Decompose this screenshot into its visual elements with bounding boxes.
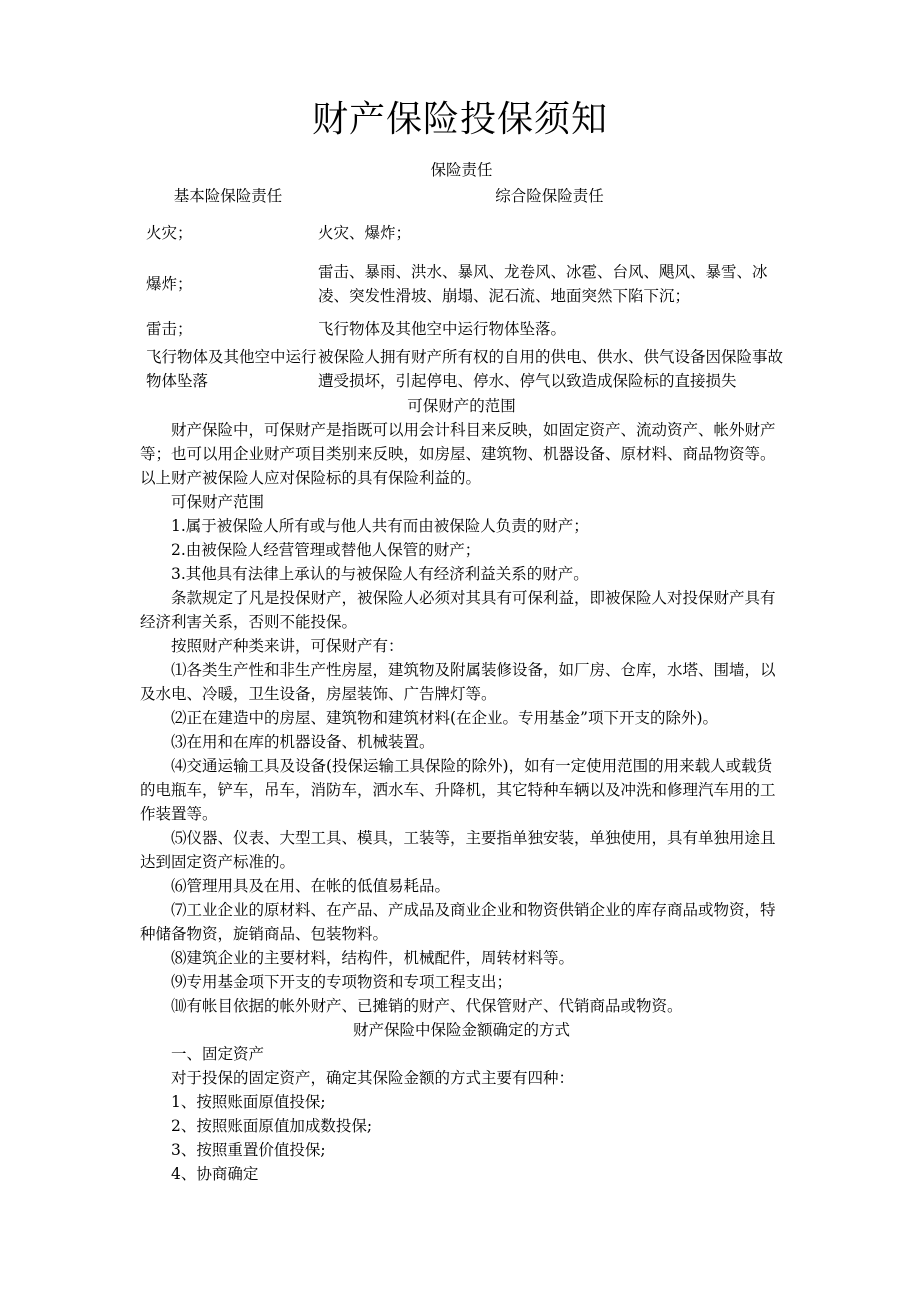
list-item: ⑸仪器、仪表、大型工具、模具，工装等，主要指单独安装，单独使用，具有单独用途且达到固定资产标准的。 xyxy=(140,829,776,871)
list-item: ⑻建筑企业的主要材料，结构件，机械配件，周转材料等。 xyxy=(171,949,575,967)
basic-cell: 爆炸； xyxy=(146,275,193,293)
table-row xyxy=(140,254,783,314)
list-item: ⑷交通运输工具及设备(投保运输工具保险的除外)，如有一定使用范围的用来载人或载货的电瓶车，铲车，吊车，消防车，洒水车、升降机，其它特种车辆以及冲洗和修理汽车用的工作装置等。 xyxy=(140,757,776,823)
paragraph: 按照财产种类来讲，可保财产有： xyxy=(171,637,404,655)
list-item: ⑶在用和在库的机器设备、机械装置。 xyxy=(171,733,435,751)
liability-table-header xyxy=(140,184,783,208)
liability-table xyxy=(140,212,783,394)
list-item: ⑵正在建造中的房屋、建筑物和建筑材料(在企业。专用基金”项下开支的除外)。 xyxy=(171,709,719,727)
section-heading-liability: 保险责任 xyxy=(430,161,493,179)
list-item: 4、协商确定 xyxy=(171,1165,259,1183)
document-body xyxy=(140,158,783,1186)
basic-coverage-header: 基本险保险责任 xyxy=(173,187,283,205)
section-heading-sum-insured: 财产保险中保险金额确定的方式 xyxy=(352,1021,570,1039)
list-item: ⑺工业企业的原材料、在产品、产成品及商业企业和物资供销企业的库存商品或物资，特种储备物资，旋销商品、包装物料。 xyxy=(140,901,776,943)
basic-cell: 雷击； xyxy=(146,320,193,338)
comprehensive-cell: 被保险人拥有财产所有权的自用的供电、供水、供气设备因保险事故遭受损坏，引起停电、停水、停气以致造成保险标的直接损失 xyxy=(318,348,784,390)
paragraph: 条款规定了凡是投保财产，被保险人必须对其具有可保利益，即被保险人对投保财产具有经济利害关系，否则不能投保。 xyxy=(140,589,776,631)
paragraph: 财产保险中，可保财产是指既可以用会计科目来反映，如固定资产、流动资产、帐外财产等；也可以用企业财产项目类别来反映，如房屋、建筑物、机器设备、原材料、商品物资等。以上财产被保险人应对保险标的具有保险利益的。 xyxy=(140,421,776,487)
list-item: ⑽有帐目依据的帐外财产、已摊销的财产、代保管财产、代销商品或物资。 xyxy=(171,997,683,1015)
list-item: ⑼专用基金项下开支的专项物资和专项工程支出； xyxy=(171,973,513,991)
comprehensive-cell: 雷击、暴雨、洪水、暴风、龙卷风、冰雹、台风、飓风、暴雪、冰凌、突发性滑坡、崩塌、泥石流、地面突然下陷下沉； xyxy=(318,263,768,305)
list-item: 3、按照重置价值投保; xyxy=(171,1141,326,1159)
comprehensive-cell: 飞行物体及其他空中运行物体坠落。 xyxy=(318,320,567,338)
list-item: 3.其他具有法律上承认的与被保险人有经济利益关系的财产。 xyxy=(171,565,589,583)
table-row xyxy=(140,314,783,344)
list-item: ⑹管理用具及在用、在帐的低值易耗品。 xyxy=(171,877,451,895)
basic-cell: 飞行物体及其他空中运行物体坠落 xyxy=(146,348,317,390)
subheading: 一、固定资产 xyxy=(171,1045,265,1063)
table-row xyxy=(140,212,783,254)
comprehensive-cell: 火灾、爆炸； xyxy=(318,224,412,242)
paragraph: 可保财产范围 xyxy=(171,493,265,511)
paragraph: 对于投保的固定资产，确定其保险金额的方式主要有四种： xyxy=(171,1069,575,1087)
list-item: 1、按照账面原值投保; xyxy=(171,1093,326,1111)
basic-cell: 火灾； xyxy=(146,224,193,242)
list-item: 1.属于被保险人所有或与他人共有而由被保险人负责的财产； xyxy=(171,517,589,535)
comprehensive-coverage-header: 综合险保险责任 xyxy=(495,187,604,205)
list-item: 2.由被保险人经营管理或替他人保管的财产； xyxy=(171,541,481,559)
list-item: ⑴各类生产性和非生产性房屋，建筑物及附属装修设备，如厂房、仓库，水塔、围墙，以及水电、冷暖，卫生设备，房屋装饰、广告牌灯等。 xyxy=(140,661,776,703)
section-heading-insurable-scope: 可保财产的范围 xyxy=(407,397,516,415)
list-item: 2、按照账面原值加成数投保; xyxy=(171,1117,373,1135)
table-row xyxy=(140,344,783,394)
document-title: 财产保险投保须知 xyxy=(311,99,608,140)
